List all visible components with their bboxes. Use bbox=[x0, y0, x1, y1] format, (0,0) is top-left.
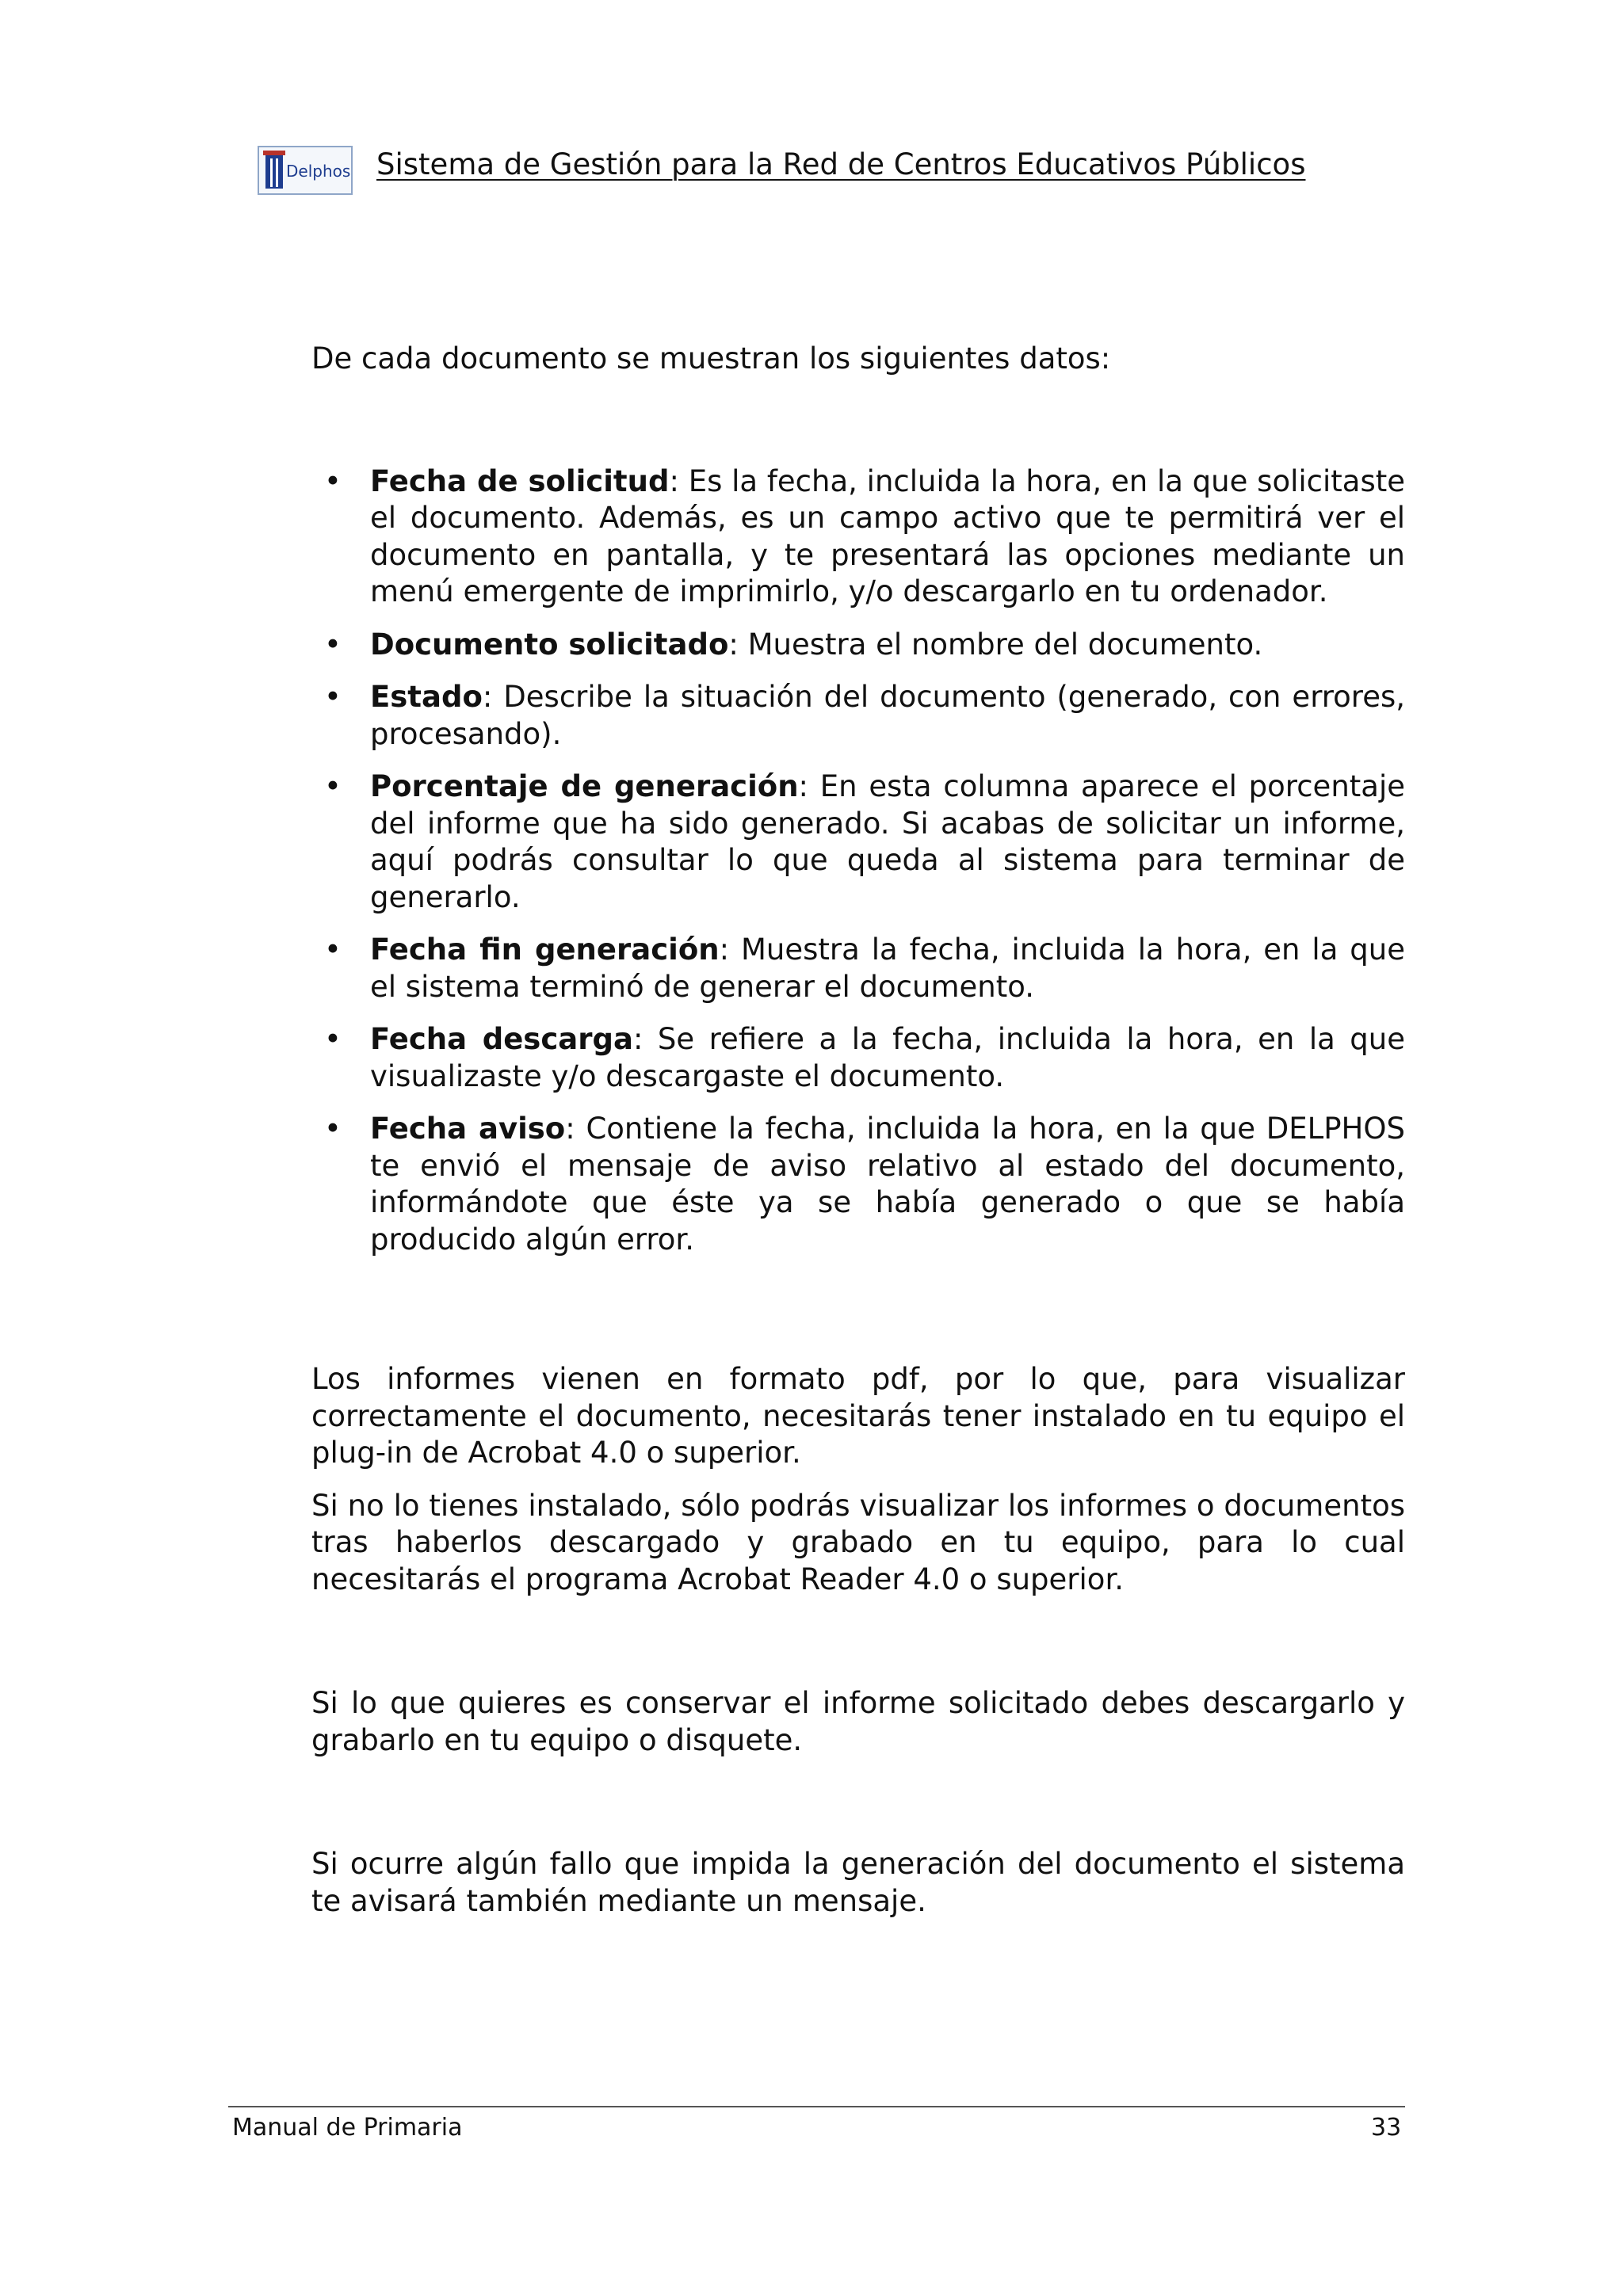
header-title: Sistema de Gestión para la Red de Centros Educativos Públicos bbox=[376, 147, 1306, 181]
list-item-text: : Contiene la fecha, incluida la hora, en la que DELPHOS te envió el mensaje de aviso relativo al estado del documento, informándote que éste ya se había generado o que se había producido algún error. bbox=[370, 1112, 1405, 1257]
list-item-term: Documento solicitado bbox=[370, 627, 729, 662]
footer-manual-title: Manual de Primaria bbox=[232, 2114, 463, 2142]
list-item bbox=[311, 627, 1405, 664]
field-list bbox=[311, 463, 1405, 1259]
list-item-text: : Muestra la fecha, incluida la hora, en la que el sistema terminó de generar el documento. bbox=[370, 933, 1406, 1004]
list-item-term: Fecha aviso bbox=[370, 1112, 566, 1146]
bullet-icon: • bbox=[324, 680, 342, 714]
not-installed-paragraph: Si no lo tienes instalado, sólo podrás visualizar los informes o documentos tras haberlos descargado y grabado en tu equipo, para lo cual necesitarás el programa Acrobat Reader 4.0 o superior. bbox=[311, 1488, 1405, 1596]
bullet-icon: • bbox=[324, 463, 342, 498]
footer-divider bbox=[228, 2106, 1405, 2107]
save-report-paragraph: Si lo que quieres es conservar el informe solicitado debes descargarlo y grabarlo en tu equipo o disquete. bbox=[311, 1686, 1405, 1757]
bullet-icon: • bbox=[324, 627, 342, 662]
list-item-text: : Se refiere a la fecha, incluida la hora, en la que visualizaste y/o descargaste el documento. bbox=[370, 1022, 1405, 1093]
list-item-text: : Es la fecha, incluida la hora, en la que solicitaste el documento. Además, es un campo activo que te permitirá ver el documento en pantalla, y te presentará las opciones mediante un menú emergente de imprimirlo, y/o descargarlo en tu ordenador. bbox=[370, 463, 1405, 608]
bullet-icon: • bbox=[324, 1112, 342, 1146]
list-item bbox=[311, 679, 1405, 753]
list-item bbox=[311, 1021, 1405, 1095]
list-item-term: Porcentaje de generación bbox=[370, 769, 799, 803]
list-item-text: : Describe la situación del documento (generado, con errores, procesando). bbox=[370, 680, 1405, 751]
bullet-icon: • bbox=[324, 1022, 342, 1056]
pillar-icon bbox=[265, 154, 283, 189]
list-item bbox=[311, 1111, 1405, 1258]
list-item-text: : Muestra el nombre del documento. bbox=[728, 627, 1263, 662]
bullet-icon: • bbox=[324, 933, 342, 967]
list-item bbox=[311, 463, 1405, 611]
pdf-format-paragraph: Los informes vienen en formato pdf, por lo que, para visualizar correctamente el documento, necesitarás tener instalado en tu equipo el plug-in de Acrobat 4.0 o superior. bbox=[311, 1362, 1405, 1470]
logo-text: Delphos bbox=[286, 162, 351, 181]
list-item-term: Fecha fin generación bbox=[370, 933, 720, 967]
list-item bbox=[311, 769, 1405, 916]
list-item-text: : En esta columna aparece el porcentaje del informe que ha sido generado. Si acabas de solicitar un informe, aquí podrás consultar lo que queda al sistema para terminar de generarlo. bbox=[370, 769, 1405, 914]
document-body bbox=[311, 341, 1405, 1920]
list-item-term: Fecha de solicitud bbox=[370, 463, 670, 498]
delphos-logo bbox=[258, 146, 353, 195]
intro-paragraph: De cada documento se muestran los siguientes datos: bbox=[311, 341, 1111, 376]
page-header bbox=[258, 144, 1367, 200]
list-item-term: Fecha descarga bbox=[370, 1022, 633, 1056]
list-item-term: Estado bbox=[370, 680, 483, 714]
list-item bbox=[311, 932, 1405, 1005]
page-number: 33 bbox=[1371, 2114, 1402, 2142]
bullet-icon: • bbox=[324, 769, 342, 803]
error-paragraph: Si ocurre algún fallo que impida la generación del documento el sistema te avisará también mediante un mensaje. bbox=[311, 1847, 1405, 1918]
